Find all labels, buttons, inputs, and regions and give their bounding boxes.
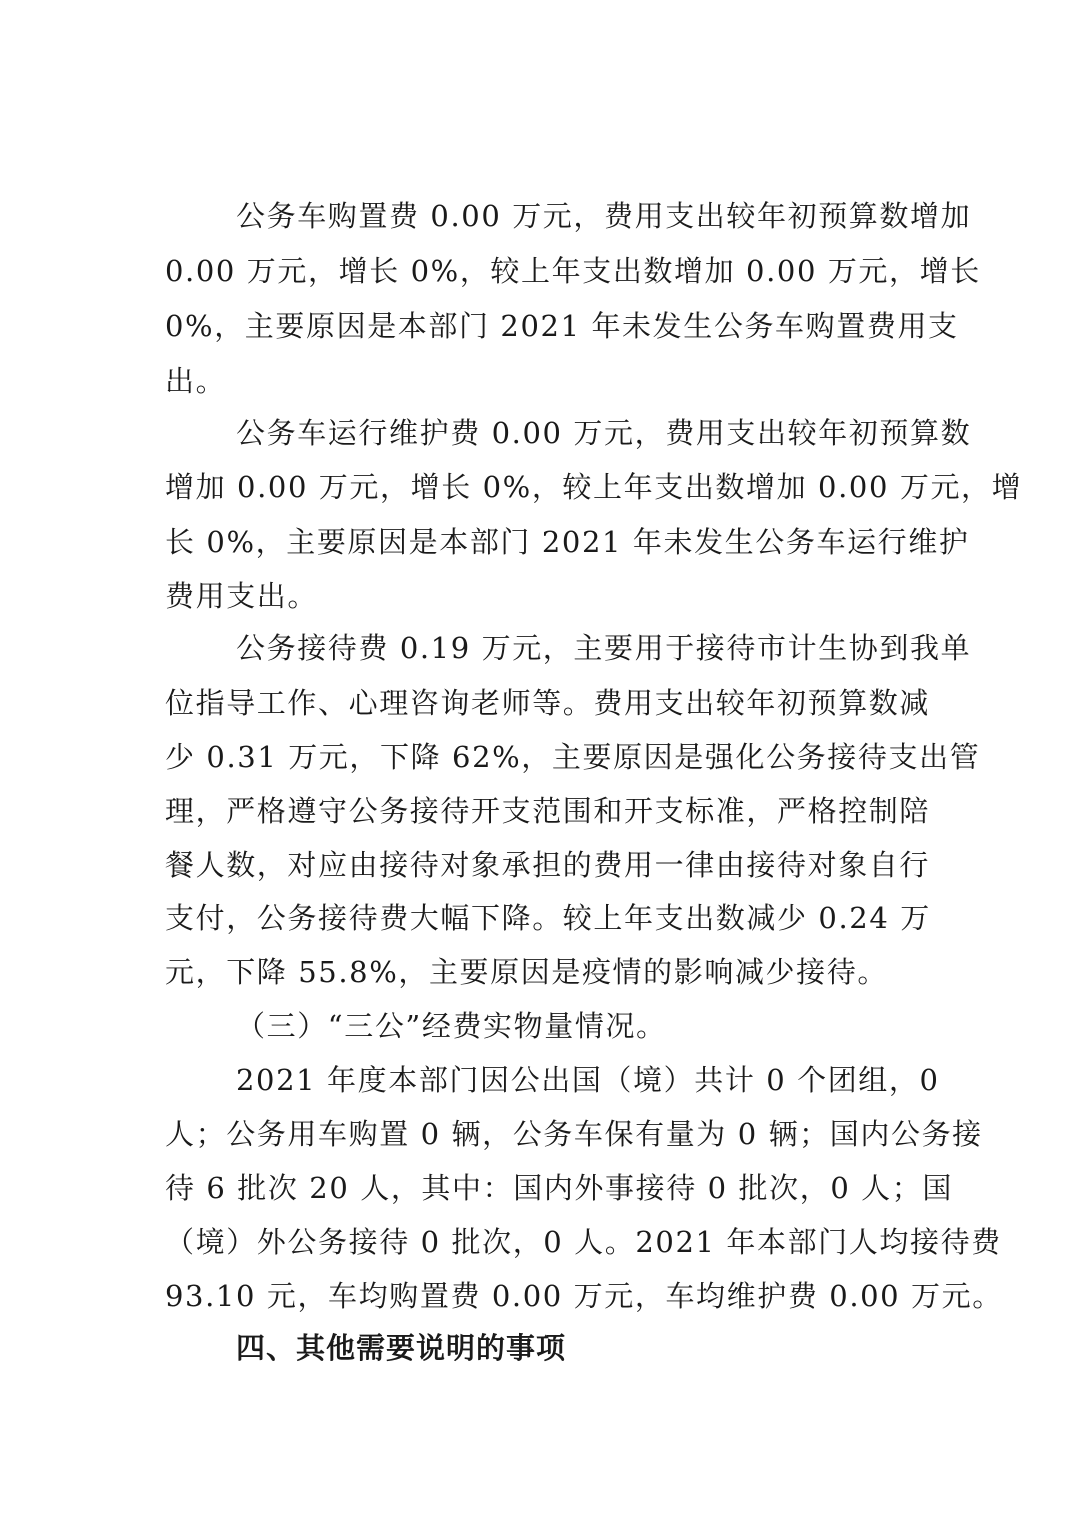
text-line: 餐人数，对应由接待对象承担的费用一律由接待对象自行 [165, 848, 931, 882]
text-line: 公务接待费 0.19 万元，主要用于接待市计生协到我单 [236, 631, 972, 665]
text-line: 元，下降 55.8%，主要原因是疫情的影响减少接待。 [165, 955, 888, 989]
text-line: 理，严格遵守公务接待开支范围和开支标准，严格控制陪 [165, 794, 931, 828]
text-line: （三）“三公”经费实物量情况。 [236, 1009, 667, 1043]
text-line: （境）外公务接待 0 批次，0 人。2021 年本部门人均接待费 [165, 1225, 1002, 1259]
text-line: 待 6 批次 20 人，其中：国内外事接待 0 批次，0 人；国 [165, 1171, 953, 1205]
text-line: 人；公务用车购置 0 辆，公务车保有量为 0 辆；国内公务接 [165, 1117, 983, 1151]
text-line: 少 0.31 万元，下降 62%，主要原因是强化公务接待支出管 [165, 740, 981, 774]
text-line: 增加 0.00 万元，增长 0%，较上年支出数增加 0.00 万元，增 [165, 470, 1023, 504]
text-line: 0.00 万元，增长 0%，较上年支出数增加 0.00 万元，增长 [165, 254, 981, 288]
text-line: 公务车购置费 0.00 万元，费用支出较年初预算数增加 [236, 199, 972, 233]
text-line: 公务车运行维护费 0.00 万元，费用支出较年初预算数 [236, 416, 972, 450]
section-heading: 四、其他需要说明的事项 [236, 1331, 567, 1365]
text-line: 0%，主要原因是本部门 2021 年未发生公务车购置费用支 [165, 309, 959, 343]
text-line: 2021 年度本部门因公出国（境）共计 0 个团组，0 [236, 1063, 940, 1097]
text-line: 长 0%，主要原因是本部门 2021 年未发生公务车运行维护 [165, 525, 970, 559]
text-line: 费用支出。 [165, 579, 319, 613]
text-line: 位指导工作、心理咨询老师等。费用支出较年初预算数减 [165, 686, 931, 720]
text-line: 支付，公务接待费大幅下降。较上年支出数减少 0.24 万 [165, 901, 931, 935]
text-line: 出。 [165, 364, 227, 398]
text-line: 93.10 元，车均购置费 0.00 万元，车均维护费 0.00 万元。 [165, 1279, 1003, 1313]
